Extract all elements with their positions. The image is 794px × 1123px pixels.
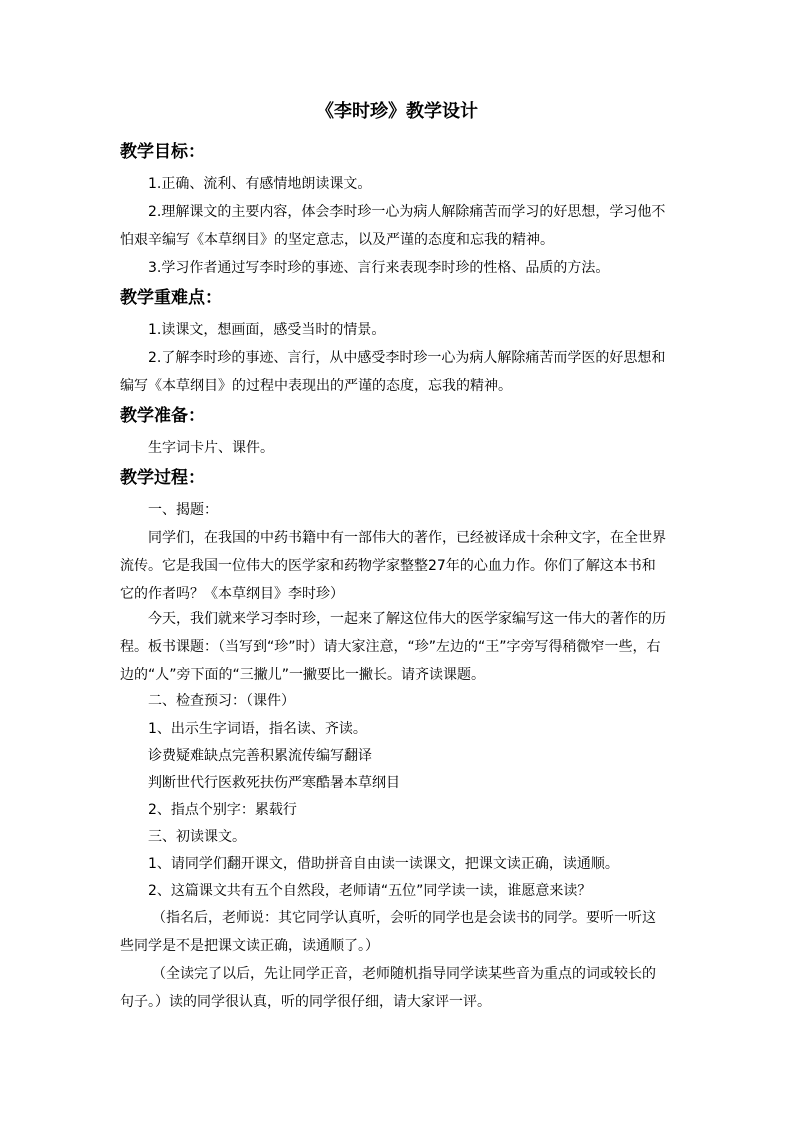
goal-item-3: 3.学习作者通过写李时珍的事迹、言行来表现李时珍的性格、品质的方法。 — [148, 260, 610, 276]
process-list-item: 2、指点个别字：累载行 — [148, 802, 297, 818]
process-words-line-1: 诊费疑难缺点完善积累流传编写翻译 — [148, 748, 372, 764]
heading-process: 教学过程： — [120, 468, 205, 488]
heading-goals: 教学目标： — [120, 142, 205, 162]
document-title: 《李时珍》教学设计 — [316, 101, 478, 122]
goal-item-2: 2.理解课文的主要内容，体会李时珍一心为病人解除痛苦而学习的好思想，学习他不怕艰辛编写《本草纲目》的坚定意志，以及严谨的态度和忘我的精神。 — [120, 204, 666, 248]
process-paragraph-note-1: （指名后，老师说：其它同学认真听，会听的同学也是会读书的同学。要听一听这些同学是不是把课文读正确，读通顺了。） — [120, 910, 656, 954]
process-words-line-2: 判断世代行医救死扶伤严寒酷暑本草纲目 — [148, 775, 400, 791]
process-paragraph-today: 今天，我们就来学习李时珍，一起来了解这位伟大的医学家编写这一伟大的著作的历程。 — [120, 611, 666, 655]
process-list-item: 1、请同学们翻开课文，借助拼音自由读一读课文，把课文读正确，读通顺。 — [148, 856, 619, 872]
goal-item-1: 1.正确、流利、有感情地朗读课文。 — [148, 176, 372, 192]
heading-key-points: 教学重难点： — [120, 288, 222, 308]
process-paragraph-board: 板书课题：（当写到“珍”时）请大家注意，“珍”左边的“王”字旁写得稍微窄一些，右边的“人”旁下面的“三撇儿”一撇要比一撇长。请齐读课题。 — [120, 639, 661, 683]
process-step-title-2: 二、检查预习：（课件） — [148, 693, 295, 709]
key-point-item-1: 1.读课文，想画面，感受当时的情景。 — [148, 322, 386, 338]
heading-preparation: 教学准备： — [120, 406, 205, 426]
preparation-item: 生字词卡片、课件。 — [148, 440, 274, 456]
process-list-item: 2、这篇课文共有五个自然段，老师请“五位”同学读一读，谁愿意来读？ — [148, 883, 592, 899]
process-step-title-1: 一、揭题： — [148, 502, 218, 518]
process-paragraph-intro: 同学们，在我国的中药书籍中有一部伟大的著作，已经被译成十余种文字，在全世界流传。它是我国一位伟大的医学家和药物学家整整27年的心血力作。你们了解这本书和它的作者吗？《本草纲目》李时珍） — [120, 530, 666, 602]
process-list-item: 1、出示生字词语，指名读、齐读。 — [148, 721, 367, 737]
process-step-title-3: 三、初读课文。 — [148, 829, 246, 845]
key-point-item-2: 2.了解李时珍的事迹、言行，从中感受李时珍一心为病人解除痛苦而学医的好思想和编写《本草纲目》的过程中表现出的严谨的态度，忘我的精神。 — [120, 350, 666, 394]
process-paragraph-note-2: （全读完了以后，先让同学正音，老师随机指导同学读某些音为重点的词或较长的句子。）读的同学很认真，听的同学很仔细，请大家评一评。 — [120, 966, 656, 1010]
